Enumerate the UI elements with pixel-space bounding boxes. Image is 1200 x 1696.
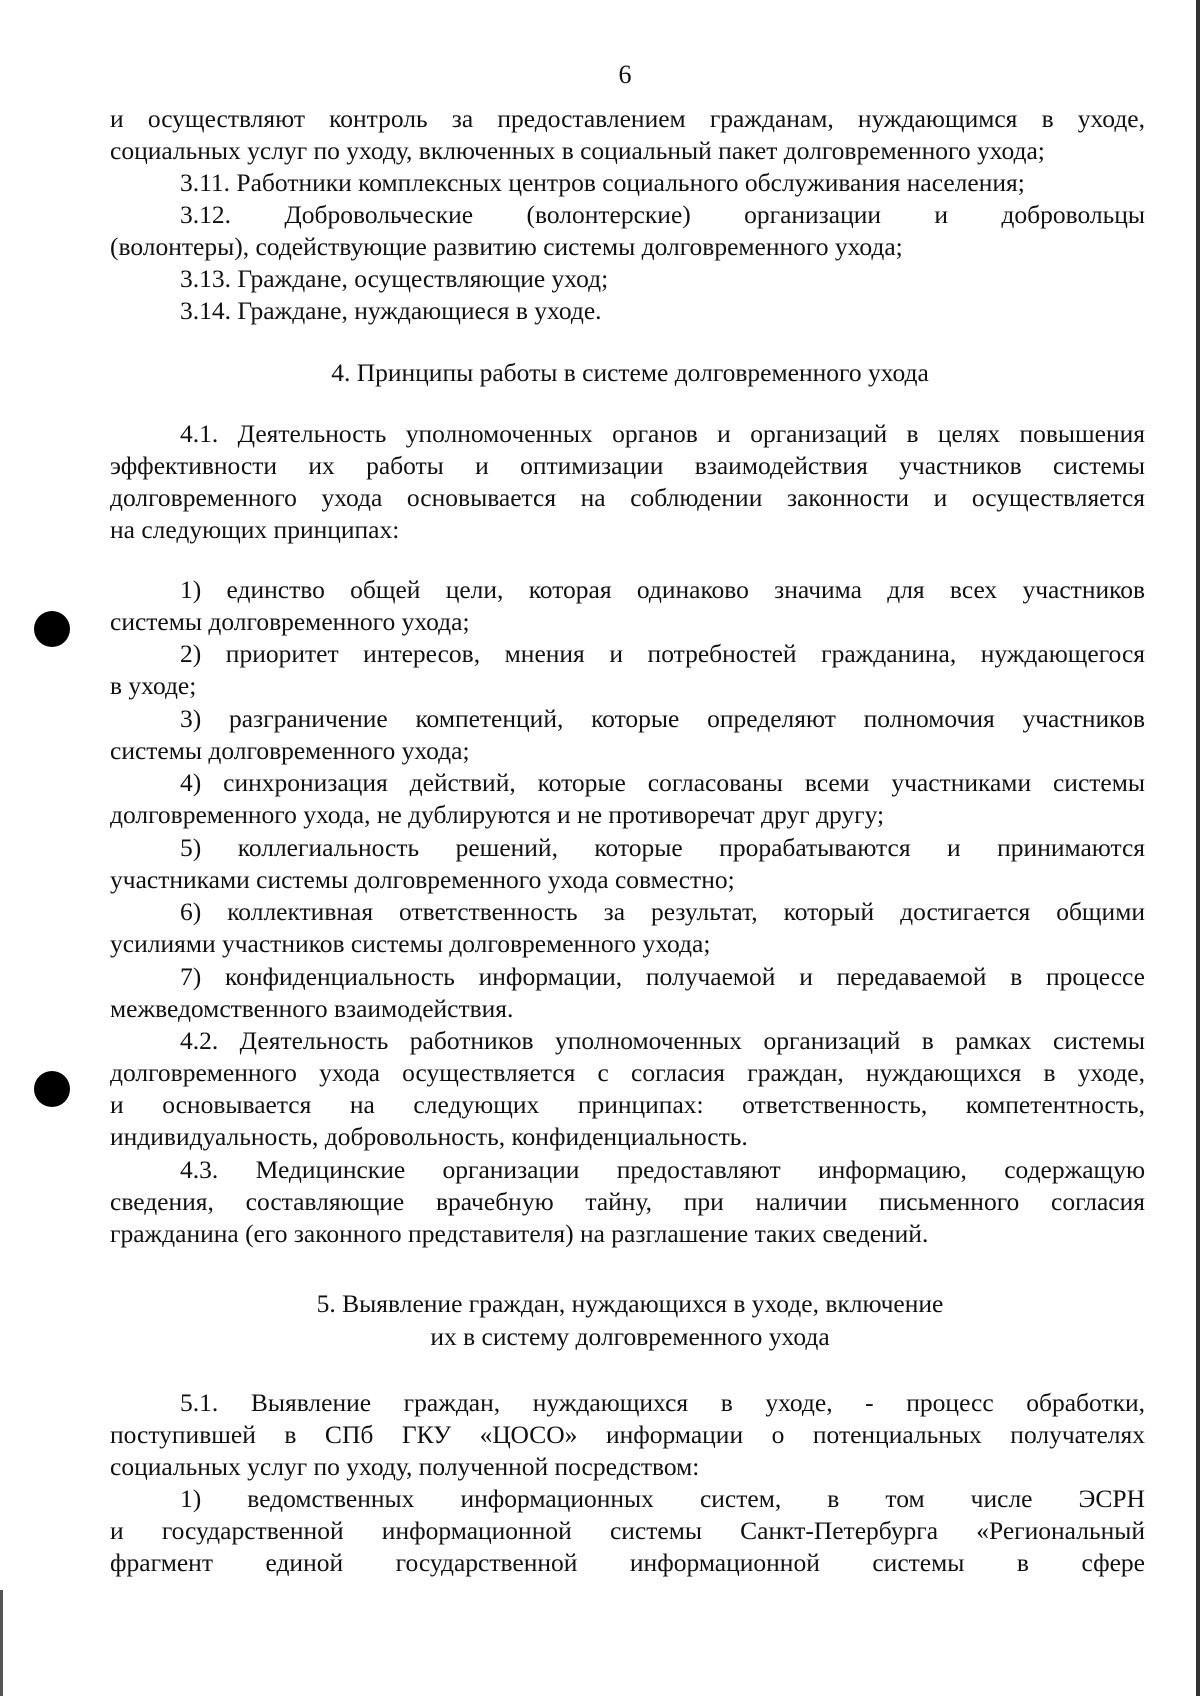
text-line: гражданина (его законного представителя) на разглашение таких сведений. [110, 1219, 929, 1248]
text-line: социальных услуг по уходу, включенных в социальный пакет долговременного ухода; [110, 136, 1045, 165]
text-line: межведомственного взаимодействия. [110, 994, 514, 1023]
text-line: долговременного ухода, не дублируются и не противоречат друг другу; [110, 800, 885, 829]
text-line: 3.12. Добровольческие (волонтерские) организации и добровольцы [180, 200, 1145, 229]
text-line: системы долговременного ухода; [110, 736, 470, 765]
text-line: 3) разграничение компетенций, которые определяют полномочия участников [180, 704, 1145, 733]
text-line: 1) единство общей цели, которая одинаково значима для всех участников [180, 575, 1145, 604]
text-line: 4.1. Деятельность уполномоченных органов и организаций в целях повышения [180, 419, 1145, 448]
text-line: и государственной информационной системы Санкт-Петербурга «Региональный [110, 1516, 1145, 1545]
text-line: 2) приоритет интересов, мнения и потребностей гражданина, нуждающегося [180, 639, 1145, 668]
section-heading: их в систему долговременного ухода [430, 1322, 830, 1351]
text-line: 3.14. Граждане, нуждающиеся в уходе. [180, 296, 602, 325]
punch-hole [34, 1071, 70, 1107]
text-line: и осуществляют контроль за предоставлением гражданам, нуждающимся в уходе, [110, 104, 1145, 133]
text-line: 6) коллективная ответственность за результат, который достигается общими [180, 897, 1145, 926]
text-line: 1) ведомственных информационных систем, в том числе ЭСРН [180, 1484, 1145, 1513]
text-line: эффективности их работы и оптимизации взаимодействия участников системы [110, 451, 1145, 480]
text-line: системы долговременного ухода; [110, 607, 470, 636]
text-line: 3.13. Граждане, осуществляющие уход; [180, 264, 609, 293]
text-line: 4.2. Деятельность работников уполномоченных организаций в рамках системы [180, 1026, 1145, 1055]
text-line: долговременного ухода основывается на соблюдении законности и осуществляется [110, 483, 1145, 512]
page-number: 6 [618, 60, 632, 89]
text-line: и основывается на следующих принципах: ответственность, компетентность, [110, 1090, 1145, 1119]
text-line: социальных услуг по уходу, полученной посредством: [110, 1452, 700, 1481]
text-line: поступившей в СПб ГКУ «ЦОСО» информации о потенциальных получателях [110, 1420, 1145, 1449]
text-line: в уходе; [110, 671, 197, 700]
text-line: участниками системы долговременного ухода совместно; [110, 865, 735, 894]
section-heading: 4. Принципы работы в системе долговременного ухода [331, 358, 929, 387]
text-line: индивидуальность, добровольность, конфиденциальность. [110, 1122, 748, 1151]
text-line: 4) синхронизация действий, которые согласованы всеми участниками системы [180, 768, 1145, 797]
text-line: сведения, составляющие врачебную тайну, при наличии письменного согласия [110, 1187, 1145, 1216]
scan-edge-left [0, 1590, 3, 1696]
text-line: фрагмент единой государственной информационной системы в сфере [110, 1548, 1145, 1577]
text-line: усилиями участников системы долговременного ухода; [110, 929, 711, 958]
text-line: 5) коллегиальность решений, которые прорабатываются и принимаются [180, 833, 1145, 862]
text-line: долговременного ухода осуществляется с согласия граждан, нуждающихся в уходе, [110, 1058, 1145, 1087]
section-heading: 5. Выявление граждан, нуждающихся в уходе, включение [316, 1289, 944, 1318]
text-line: 7) конфиденциальность информации, получаемой и передаваемой в процессе [180, 962, 1145, 991]
scan-edge-right [1196, 0, 1200, 1696]
text-line: 5.1. Выявление граждан, нуждающихся в уходе, - процесс обработки, [180, 1388, 1145, 1417]
punch-hole [34, 611, 70, 647]
text-line: на следующих принципах: [110, 515, 400, 544]
text-line: 3.11. Работники комплексных центров социального обслуживания населения; [180, 168, 1025, 197]
text-line: 4.3. Медицинские организации предоставляют информацию, содержащую [180, 1155, 1145, 1184]
text-line: (волонтеры), содействующие развитию системы долговременного ухода; [110, 232, 903, 261]
